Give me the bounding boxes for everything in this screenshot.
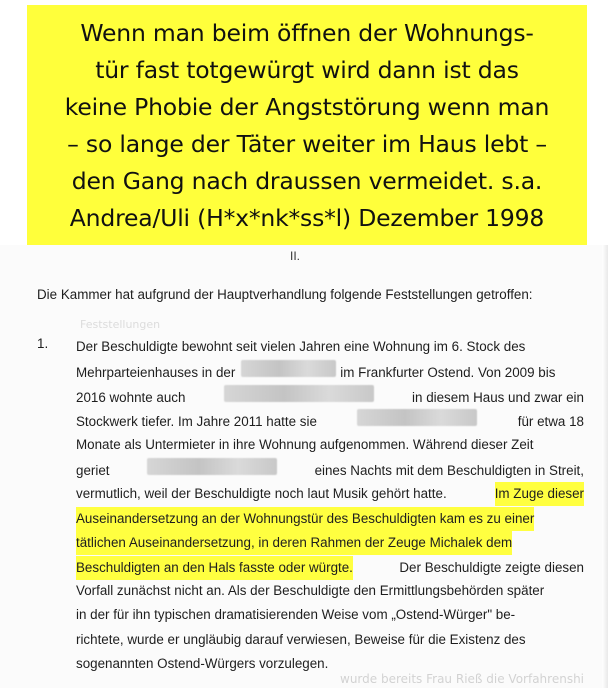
banner-line: keine Phobie der Angststörung wenn man (64, 93, 550, 121)
paragraph-line (76, 482, 584, 506)
caption-banner (27, 5, 587, 245)
line-text: eines Nachts mit dem Beschuldigten in Streit, (314, 462, 584, 478)
paragraph-line (76, 580, 584, 604)
paragraph-line (76, 409, 584, 433)
paragraph-line (76, 360, 584, 384)
bleed-through-text: Feststellungen (80, 318, 161, 331)
line-text: Der Beschuldigte bewohnt seit vielen Jahren eine Wohnung im 6. Stock des (76, 339, 526, 354)
highlighted-text: tätlichen Auseinandersetzung, in deren Rahmen der Zeuge Michalek dem (76, 531, 512, 555)
line-text: für etwa 18 (517, 414, 584, 430)
paragraph-line (76, 507, 584, 531)
intro-sentence: Die Kammer hat aufgrund der Hauptverhandlung folgende Feststellungen getroffen: (37, 287, 533, 302)
redacted-person-name (357, 409, 477, 426)
line-text: Der Beschuldigte zeigte diesen (399, 559, 584, 575)
line-text: 2016 wohnte auch (76, 389, 186, 405)
banner-line: den Gang nach draussen vermeidet. s.a. (71, 167, 543, 195)
line-text: richtete, wurde er ungläubig darauf verwiesen, Beweise für die Existenz des (76, 631, 526, 647)
line-text: sogenannten Ostend-Würgers vorzulegen. (76, 656, 329, 672)
line-text: vermutlich, weil der Beschuldigte noch laut Musik gehört hatte. (76, 486, 447, 502)
banner-line: tür fast totgewürgt wird dann ist das (95, 56, 519, 84)
section-number: II. (290, 249, 301, 263)
line-text: Vorfall zunächst nicht an. Als der Beschuldigte den Ermittlungsbehörden später (76, 582, 545, 598)
banner-line: Andrea/Uli (H*x*nk*ss*l) Dezember 1998 (69, 204, 545, 232)
banner-line: – so lange der Täter weiter im Haus lebt – (67, 130, 547, 158)
paragraph-line (76, 629, 584, 653)
findings-paragraph (76, 336, 584, 677)
paragraph-line (76, 531, 584, 555)
paragraph-line (76, 458, 584, 482)
paragraph-line (76, 336, 584, 360)
line-text: Stockwerk tiefer. Im Jahre 2011 hatte sie (76, 414, 317, 430)
item-number: 1. (37, 336, 49, 351)
highlighted-text: Auseinandersetzung an der Wohnungstür des Beschuldigten kam es zu einer (76, 507, 534, 531)
line-text: geriet (76, 462, 110, 478)
highlighted-text: Im Zuge dieser (495, 482, 584, 506)
line-text: im Frankfurter Ostend. Von 2009 bis (340, 365, 556, 381)
bleed-through-text: wurde bereits Frau Rieß die Vorfahrenshi (340, 672, 585, 686)
paragraph-line (76, 385, 584, 409)
line-text: in diesem Haus und zwar ein (412, 389, 584, 405)
redacted-person-name (224, 385, 374, 402)
banner-line: Wenn man beim öffnen der Wohnungs- (80, 19, 534, 47)
line-text: Monate als Untermieter in ihre Wohnung aufgenommen. Während dieser Zeit (76, 436, 534, 452)
paragraph-line (76, 434, 584, 458)
redacted-street-name (241, 360, 336, 377)
paragraph-line (76, 604, 584, 628)
highlighted-text: Beschuldigten an den Hals fasste oder würgte. (76, 556, 353, 580)
line-text: Mehrparteienhauses in der (76, 365, 236, 381)
line-text: in der für ihn typischen dramatisierenden Weise vom „Ostend-Würger" be- (76, 607, 516, 623)
paragraph-line (76, 556, 584, 580)
page-edge-shadow (602, 245, 608, 688)
redacted-person-name (147, 458, 277, 475)
